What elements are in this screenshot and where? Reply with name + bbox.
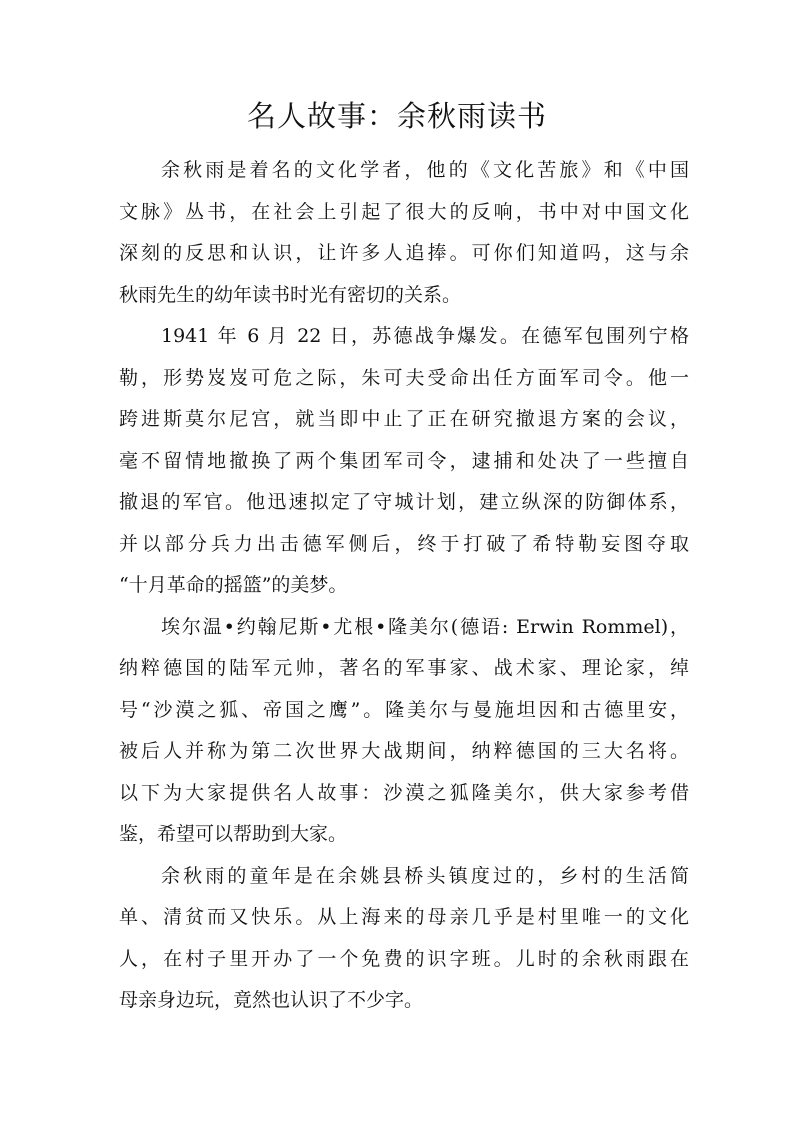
text-line: 并以部分兵力出击德军侧后，终于打破了希特勒妄图夺取	[119, 532, 689, 555]
paragraph-4	[119, 856, 689, 1022]
text-line: 以下为大家提供名人故事：沙漠之狐隆美尔，供大家参考借	[119, 781, 689, 804]
text-line: 撤退的军官。他迅速拟定了守城计划，建立纵深的防御体系，	[119, 491, 689, 513]
text-line: “十月革命的摇篮”的美梦。	[119, 574, 348, 596]
text-line: 余秋雨的童年是在余姚县桥头镇度过的，乡村的生活简	[161, 864, 689, 887]
text-line: 纳粹德国的陆军元帅，著名的军事家、战术家、理论家，绰	[119, 657, 689, 679]
text-line: 秋雨先生的幼年读书时光有密切的关系。	[119, 283, 462, 306]
text-line: 深刻的反思和认识，让许多人追捧。可你们知道吗，这与余	[119, 242, 689, 264]
document-body	[119, 150, 689, 1022]
text-line: 号“沙漠之狐、帝国之鹰”。隆美尔与曼施坦因和古德里安，	[119, 698, 689, 721]
text-line: 埃尔温•约翰尼斯•尤根•隆美尔(德语: Erwin Rommel)，	[161, 615, 689, 638]
text-line: 余秋雨是着名的文化学者，他的《文化苦旅》和《中国	[161, 159, 689, 181]
text-line: 鉴，希望可以帮助到大家。	[119, 823, 348, 845]
text-line: 勒，形势岌岌可危之际，朱可夫受命出任方面军司令。他一	[119, 366, 689, 389]
text-line: 被后人并称为第二次世界大战期间，纳粹德国的三大名将。	[119, 740, 689, 762]
paragraph-3	[119, 607, 689, 856]
text-line: 母亲身边玩，竟然也认识了不少字。	[119, 989, 424, 1011]
text-line: 人，在村子里开办了一个免费的识字班。儿时的余秋雨跟在	[119, 947, 689, 970]
text-line: 毫不留情地撤换了两个集团军司令，逮捕和处决了一些擅自	[119, 449, 689, 472]
text-line: 文脉》丛书，在社会上引起了很大的反响，书中对中国文化	[119, 200, 689, 223]
text-line: 单、清贫而又快乐。从上海来的母亲几乎是村里唯一的文化	[119, 906, 689, 928]
text-line: 1941 年 6 月 22 日，苏德战争爆发。在德军包围列宁格	[161, 325, 689, 347]
paragraph-2	[119, 316, 689, 607]
paragraph-1	[119, 150, 689, 316]
document-title: 名人故事：余秋雨读书	[246, 99, 547, 133]
text-line: 跨进斯莫尔尼宫，就当即中止了正在研究撤退方案的会议，	[119, 408, 689, 430]
